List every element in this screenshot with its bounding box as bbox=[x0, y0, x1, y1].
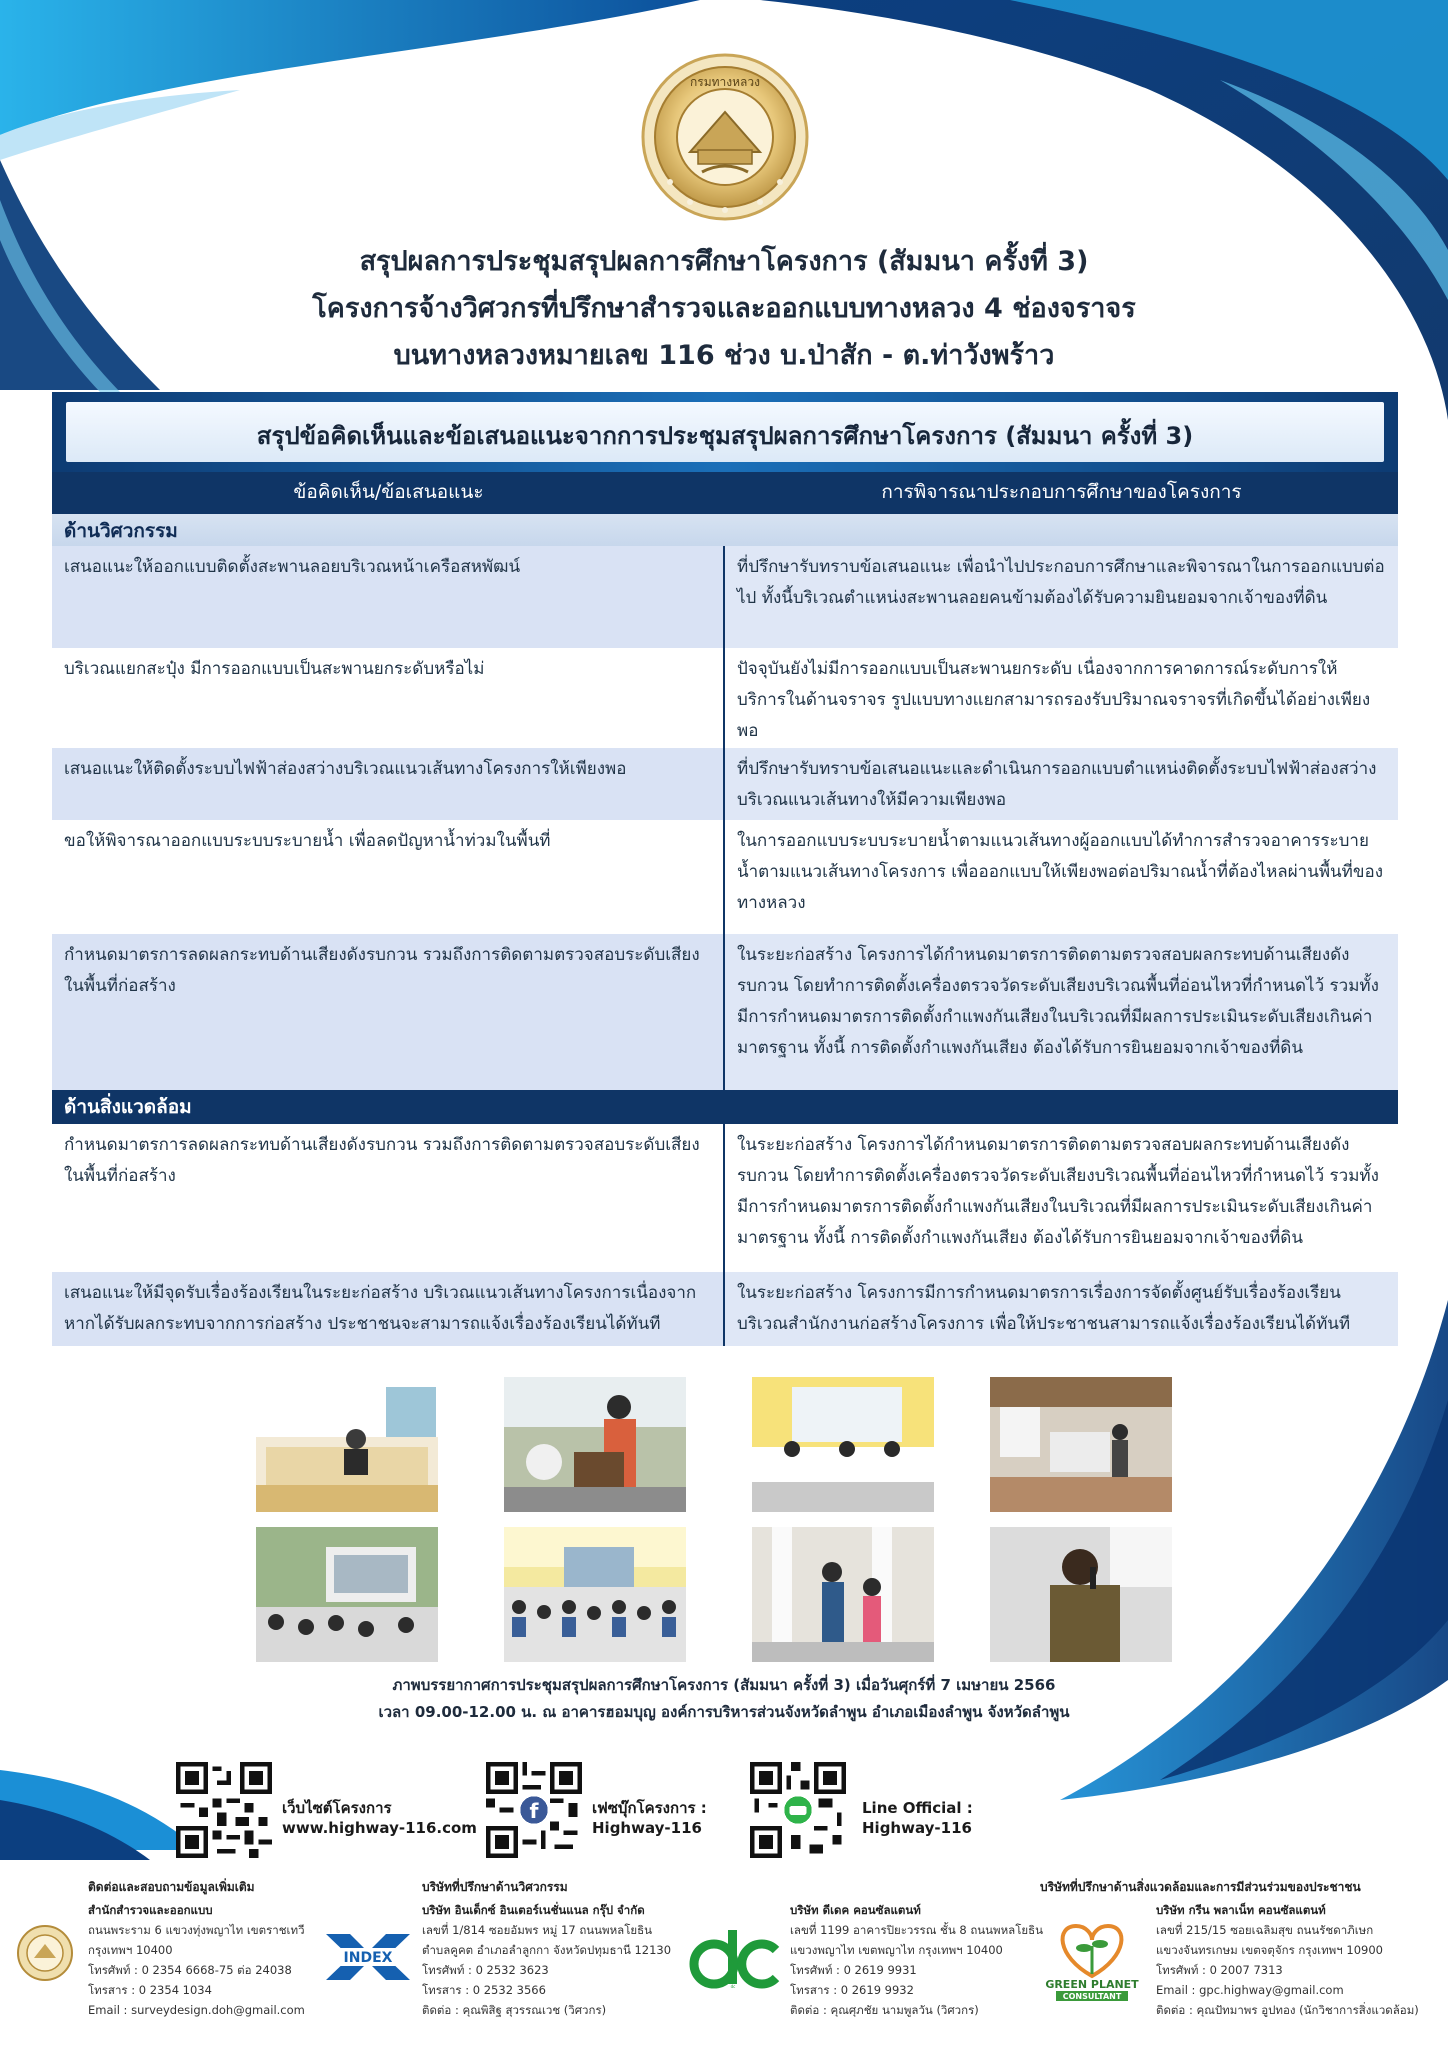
table-header bbox=[52, 472, 1398, 512]
department-seal bbox=[640, 52, 810, 222]
gpc-contact-person: ติดต่อ : คุณปัทมาพร อูปทอง (นักวิชาการสิ่งแวดล้อม) bbox=[1156, 2003, 1419, 2017]
svg-text:f: f bbox=[529, 1799, 539, 1824]
dc-name: บริษัท ดีเดค คอนซัลแตนท์ bbox=[790, 1903, 921, 1917]
index-name: บริษัท อินเด็กซ์ อินเตอร์เนชั่นแนล กรุ๊ป จำกัด bbox=[422, 1903, 645, 1917]
facebook-label-group bbox=[592, 1798, 707, 1838]
response-cell: ในระยะก่อสร้าง โครงการมีการกำหนดมาตรการเรื่องการจัดตั้งศูนย์รับเรื่องร้องเรียนบริเวณสำนักงานก่อสร้างโครงการ เพื่อให้ประชาชนสามารถแจ้งเรื่องร้องเรียนได้ทันที bbox=[725, 1272, 1398, 1346]
qr-icon bbox=[486, 1762, 582, 1858]
qr-icon bbox=[750, 1762, 846, 1858]
engineering-consultant-heading: บริษัทที่ปรึกษาด้านวิศวกรรม bbox=[422, 1880, 568, 1894]
index-contact-person: ติดต่อ : คุณพิสิฐ สุวรรณเวช (วิศวกร) bbox=[422, 2003, 607, 2017]
event-photo bbox=[504, 1377, 686, 1512]
doh-logo bbox=[16, 1924, 74, 1982]
dc-address-line: แขวงพญาไท เขตพญาไท กรุงเทพฯ 10400 bbox=[790, 1943, 1003, 1957]
gpc-email[interactable]: Email : gpc.highway@gmail.com bbox=[1156, 1983, 1344, 1997]
gpc-logo-subtext: CONSULTANT bbox=[1062, 1992, 1122, 2001]
doh-seal-icon bbox=[16, 1924, 74, 1982]
doh-address-line: กรุงเทพฯ 10400 bbox=[88, 1943, 173, 1957]
dc-logo-text: dc bbox=[730, 1984, 736, 1989]
response-cell: ปัจจุบันยังไม่มีการออกแบบเป็นสะพานยกระดับ เนื่องจากการคาดการณ์ระดับการให้บริการในด้านจราจร รูปแบบทางแยกสามารถรองรับปริมาณจราจรที่เกิดขึ้นได้อย่างเพียงพอ bbox=[725, 648, 1398, 748]
line-name[interactable]: Highway-116 bbox=[862, 1819, 972, 1837]
table-row bbox=[52, 1124, 1398, 1272]
doh-address-line: ถนนพระราม 6 แขวงทุ่งพญาไท เขตราชเทวี bbox=[88, 1923, 305, 1937]
page-title bbox=[0, 238, 1448, 379]
qr-icon bbox=[176, 1762, 272, 1858]
index-logo bbox=[320, 1930, 416, 1984]
response-cell: ที่ปรึกษารับทราบข้อเสนอแนะ เพื่อนำไปประกอบการศึกษาและพิจารณาในการออกแบบต่อไป ทั้งนี้บริเวณตำแหน่งสะพานลอยคนข้ามต้องได้รับความยินยอมจากเจ้าของที่ดิน bbox=[725, 546, 1398, 648]
caption-line-1: ภาพบรรยากาศการประชุมสรุปผลการศึกษาโครงการ (สัมมนา ครั้งที่ 3) เมื่อวันศุกร์ที่ 7 เมษายน 2566 bbox=[392, 1676, 1056, 1694]
comment-cell: เสนอแนะให้ติดตั้งระบบไฟฟ้าส่องสว่างบริเวณแนวเส้นทางโครงการให้เพียงพอ bbox=[52, 748, 725, 820]
dc-fax: โทรสาร : 0 2619 9932 bbox=[790, 1983, 914, 1997]
line-qr-code[interactable] bbox=[750, 1762, 846, 1858]
title-line-1: สรุปผลการประชุมสรุปผลการศึกษาโครงการ (สัมมนา ครั้งที่ 3) bbox=[359, 246, 1089, 277]
website-label-group bbox=[282, 1798, 477, 1838]
green-planet-logo bbox=[1036, 1916, 1148, 2002]
website-url[interactable]: www.highway-116.com bbox=[282, 1819, 477, 1837]
comment-cell: ขอให้พิจารณาออกแบบระบบระบายน้ำ เพื่อลดปัญหาน้ำท่วมในพื้นที่ bbox=[52, 820, 725, 934]
website-qr-code[interactable] bbox=[176, 1762, 272, 1858]
gpc-logo-text: GREEN PLANET bbox=[1045, 1978, 1139, 1991]
event-photo bbox=[752, 1377, 934, 1512]
table-row bbox=[52, 934, 1398, 1090]
response-cell: ที่ปรึกษารับทราบข้อเสนอแนะและดำเนินการออกแบบตำแหน่งติดตั้งระบบไฟฟ้าส่องสว่างบริเวณแนวเส้นทางให้มีความเพียงพอ bbox=[725, 748, 1398, 820]
response-cell: ในการออกแบบระบบระบายน้ำตามแนวเส้นทางผู้ออกแบบได้ทำการสำรวจอาคารระบายน้ำตามแนวเส้นทางโครงการ เพื่อออกแบบให้เพียงพอต่อปริมาณน้ำที่ต้องไหลผ่านพื้นที่ของทางหลวง bbox=[725, 820, 1398, 934]
index-address-line: เลขที่ 1/814 ซอยอัมพร หมู่ 17 ถนนพหลโยธิน bbox=[422, 1923, 653, 1937]
gpc-phone: โทรศัพท์ : 0 2007 7313 bbox=[1156, 1963, 1283, 1977]
column-header-response: การพิจารณาประกอบการศึกษาของโครงการ bbox=[881, 481, 1242, 503]
gpc-address-line: แขวงจันทรเกษม เขตจตุจักร กรุงเทพฯ 10900 bbox=[1156, 1943, 1383, 1957]
event-photo bbox=[990, 1377, 1172, 1512]
event-photo bbox=[504, 1527, 686, 1662]
index-logo-icon bbox=[320, 1930, 416, 1984]
index-fax: โทรสาร : 0 2532 3566 bbox=[422, 1983, 546, 1997]
title-line-2: โครงการจ้างวิศวกรที่ปรึกษาสำรวจและออกแบบทางหลวง 4 ช่องจราจร bbox=[312, 293, 1136, 324]
facebook-name[interactable]: Highway-116 bbox=[592, 1819, 702, 1837]
section-environment: ด้านสิ่งแวดล้อม bbox=[52, 1090, 1398, 1124]
comment-cell: เสนอแนะให้ออกแบบติดตั้งสะพานลอยบริเวณหน้าเครือสหพัฒน์ bbox=[52, 546, 725, 648]
event-photo bbox=[256, 1377, 438, 1512]
doh-email[interactable]: Email : surveydesign.doh@gmail.com bbox=[88, 2003, 305, 2017]
comment-cell: กำหนดมาตรการลดผลกระทบด้านเสียงดังรบกวน รวมถึงการติดตามตรวจสอบระดับเสียงในพื้นที่ก่อสร้าง bbox=[52, 934, 725, 1090]
summary-panel bbox=[52, 392, 1398, 1346]
comment-cell: เสนอแนะให้มีจุดรับเรื่องร้องเรียนในระยะก่อสร้าง บริเวณแนวเส้นทางโครงการเนื่องจากหากได้รับผลกระทบจากการก่อสร้าง ประชาชนจะสามารถแจ้งเรื่องร้องเรียนได้ทันที bbox=[52, 1272, 725, 1346]
index-phone: โทรศัพท์ : 0 2532 3623 bbox=[422, 1963, 549, 1977]
seal-emblem-icon bbox=[640, 52, 810, 222]
title-line-3: บนทางหลวงหมายเลข 116 ช่วง บ.ป่าสัก - ต.ท่าวังพร้าว bbox=[393, 340, 1055, 371]
environment-consultant-heading: บริษัทที่ปรึกษาด้านสิ่งแวดล้อมและการมีส่วนร่วมของประชาชน bbox=[1040, 1880, 1361, 1894]
doh-phone: โทรศัพท์ : 0 2354 6668-75 ต่อ 24038 bbox=[88, 1963, 292, 1977]
event-photo bbox=[752, 1527, 934, 1662]
section-engineering: ด้านวิศวกรรม bbox=[52, 512, 1398, 546]
gpc-address-line: เลขที่ 215/15 ซอยเฉลิมสุข ถนนรัชดาภิเษก bbox=[1156, 1923, 1374, 1937]
comment-cell: กำหนดมาตรการลดผลกระทบด้านเสียงดังรบกวน รวมถึงการติดตามตรวจสอบระดับเสียงในพื้นที่ก่อสร้าง bbox=[52, 1124, 725, 1272]
comment-cell: บริเวณแยกสะปุ๋ง มีการออกแบบเป็นสะพานยกระดับหรือไม่ bbox=[52, 648, 725, 748]
dc-logo-icon bbox=[684, 1926, 782, 1990]
green-planet-logo-icon bbox=[1036, 1916, 1148, 2002]
facebook-label: เฟซบุ๊กโครงการ : bbox=[592, 1799, 707, 1817]
dc-phone: โทรศัพท์ : 0 2619 9931 bbox=[790, 1963, 917, 1977]
panel-title: สรุปข้อคิดเห็นและข้อเสนอแนะจากการประชุมสรุปผลการศึกษาโครงการ (สัมมนา ครั้งที่ 3) bbox=[256, 422, 1194, 450]
table-row bbox=[52, 820, 1398, 934]
dc-contact-person: ติดต่อ : คุณศุภชัย นามพูลวัน (วิศวกร) bbox=[790, 2003, 979, 2017]
line-label-group bbox=[862, 1798, 973, 1838]
gpc-name: บริษัท กรีน พลาเน็ท คอนซัลแตนท์ bbox=[1156, 1903, 1326, 1917]
response-cell: ในระยะก่อสร้าง โครงการได้กำหนดมาตรการติดตามตรวจสอบผลกระทบด้านเสียงดังรบกวน โดยทำการติดตั้งเครื่องตรวจวัดระดับเสียงบริเวณพื้นที่อ่อนไหวที่กำหนดไว้ รวมทั้งมีการกำหนดมาตรการติดตั้งกำแพงกันเสียงในบริเวณที่มีผลการประเมินระดับเสียงเกินค่ามาตรฐาน ทั้งนี้ การติดตั้งกำแพงกันเสียง ต้องได้รับการยินยอมจากเจ้าของที่ดิน bbox=[725, 1124, 1398, 1272]
table-row bbox=[52, 546, 1398, 648]
index-logo-text: INDEX bbox=[343, 1950, 393, 1966]
social-links bbox=[0, 1758, 1448, 1862]
caption-line-2: เวลา 09.00-12.00 น. ณ อาคารฮอมบุญ องค์การบริหารส่วนจังหวัดลำพูน อำเภอเมืองลำพูน จังหวัดลำพูน bbox=[378, 1703, 1070, 1721]
dc-address-line: เลขที่ 1199 อาคารปิยะวรรณ ชั้น 8 ถนนพหลโยธิน bbox=[790, 1923, 1044, 1937]
event-photo bbox=[256, 1527, 438, 1662]
footer-contacts bbox=[0, 1870, 1448, 2048]
doh-fax: โทรสาร : 0 2354 1034 bbox=[88, 1983, 212, 1997]
line-label: Line Official : bbox=[862, 1799, 973, 1817]
photo-caption bbox=[0, 1672, 1448, 1726]
table-row bbox=[52, 748, 1398, 820]
facebook-qr-code[interactable] bbox=[486, 1762, 582, 1858]
website-label: เว็บไซต์โครงการ bbox=[282, 1799, 392, 1817]
table-row bbox=[52, 1272, 1398, 1346]
index-address-line: ตำบลคูคต อำเภอลำลูกกา จังหวัดปทุมธานี 12130 bbox=[422, 1943, 672, 1957]
seal-text: กรมทางหลวง bbox=[690, 75, 760, 89]
panel-header bbox=[52, 392, 1398, 472]
doh-contact bbox=[88, 1900, 305, 2020]
doh-name: สำนักสำรวจและออกแบบ bbox=[88, 1903, 213, 1917]
contact-heading: ติดต่อและสอบถามข้อมูลเพิ่มเติม bbox=[88, 1880, 255, 1894]
index-contact bbox=[422, 1900, 671, 2020]
event-photo bbox=[990, 1527, 1172, 1662]
response-cell: ในระยะก่อสร้าง โครงการได้กำหนดมาตรการติดตามตรวจสอบผลกระทบด้านเสียงดังรบกวน โดยทำการติดตั้งเครื่องตรวจวัดระดับเสียงบริเวณพื้นที่อ่อนไหวที่กำหนดไว้ รวมทั้งมีการกำหนดมาตรการติดตั้งกำแพงกันเสียงในบริเวณที่มีผลการประเมินระดับเสียงเกินค่ามาตรฐาน ทั้งนี้ การติดตั้งกำแพงกันเสียง ต้องได้รับการยินยอมจากเจ้าของที่ดิน bbox=[725, 934, 1398, 1090]
dc-contact bbox=[790, 1900, 1043, 2020]
column-header-comment: ข้อคิดเห็น/ข้อเสนอแนะ bbox=[293, 481, 484, 503]
dc-logo bbox=[684, 1926, 782, 1990]
table-row bbox=[52, 648, 1398, 748]
gpc-contact bbox=[1156, 1900, 1419, 2020]
